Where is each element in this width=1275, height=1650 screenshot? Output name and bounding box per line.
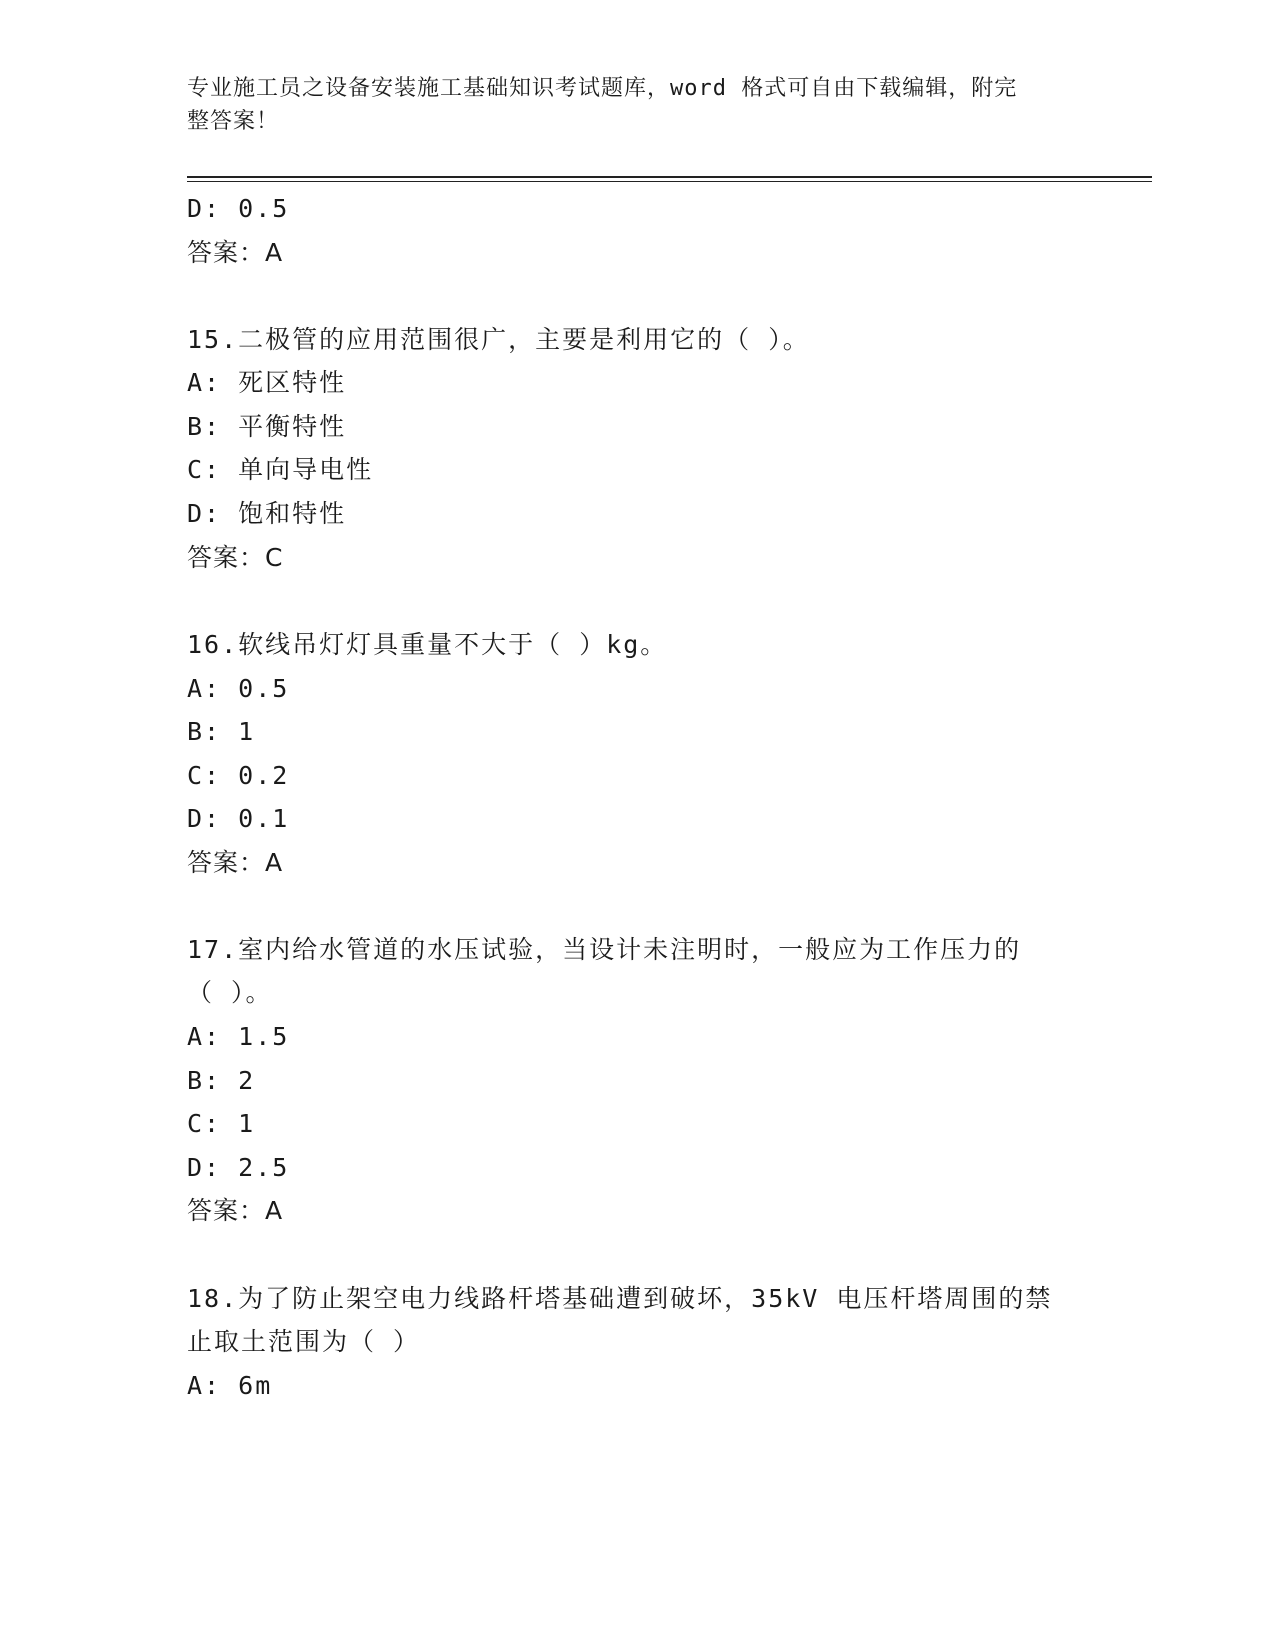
- q17-stem-line-2: （ ）。: [187, 978, 273, 1007]
- header-line-2: 整答案！: [187, 109, 280, 134]
- header-divider-thick: [187, 176, 1152, 178]
- q17-answer: 答案：A: [187, 1196, 284, 1225]
- q15-option-c: C: 单向导电性: [187, 455, 374, 484]
- q15-option-a: A: 死区特性: [187, 368, 347, 397]
- q18-option-a: A: 6m: [187, 1371, 273, 1400]
- document-header: [187, 72, 1087, 138]
- q16-option-a: A: 0.5: [187, 674, 290, 703]
- header-divider-thin: [187, 181, 1152, 182]
- q16-stem: 16.软线吊灯灯具重量不大于（ ）kg。: [187, 630, 668, 659]
- q16-answer: 答案：A: [187, 848, 284, 877]
- q16-option-c: C: 0.2: [187, 761, 290, 790]
- q17-option-a: A: 1.5: [187, 1022, 290, 1051]
- q17-option-c: C: 1: [187, 1109, 256, 1138]
- q17-option-d: D: 2.5: [187, 1153, 290, 1182]
- q16-option-d: D: 0.1: [187, 804, 290, 833]
- q18-stem-line-2: 止取土范围为（ ）: [187, 1327, 421, 1356]
- header-line-1: 专业施工员之设备安装施工基础知识考试题库，word 格式可自由下载编辑，附完: [187, 76, 1018, 101]
- q17-option-b: B: 2: [187, 1066, 256, 1095]
- q16-option-b: B: 1: [187, 717, 256, 746]
- q15-stem: 15.二极管的应用范围很广，主要是利用它的（ ）。: [187, 325, 810, 354]
- q15-option-b: B: 平衡特性: [187, 412, 347, 441]
- q18-stem-line-1: 18.为了防止架空电力线路杆塔基础遭到破坏，35kV 电压杆塔周围的禁: [187, 1284, 1053, 1313]
- q17-stem-line-1: 17.室内给水管道的水压试验，当设计未注明时，一般应为工作压力的: [187, 935, 1022, 964]
- prev-option-d: D: 0.5: [187, 194, 290, 223]
- prev-answer: 答案：A: [187, 238, 284, 267]
- q15-answer: 答案：C: [187, 543, 284, 572]
- q15-option-d: D: 饱和特性: [187, 499, 347, 528]
